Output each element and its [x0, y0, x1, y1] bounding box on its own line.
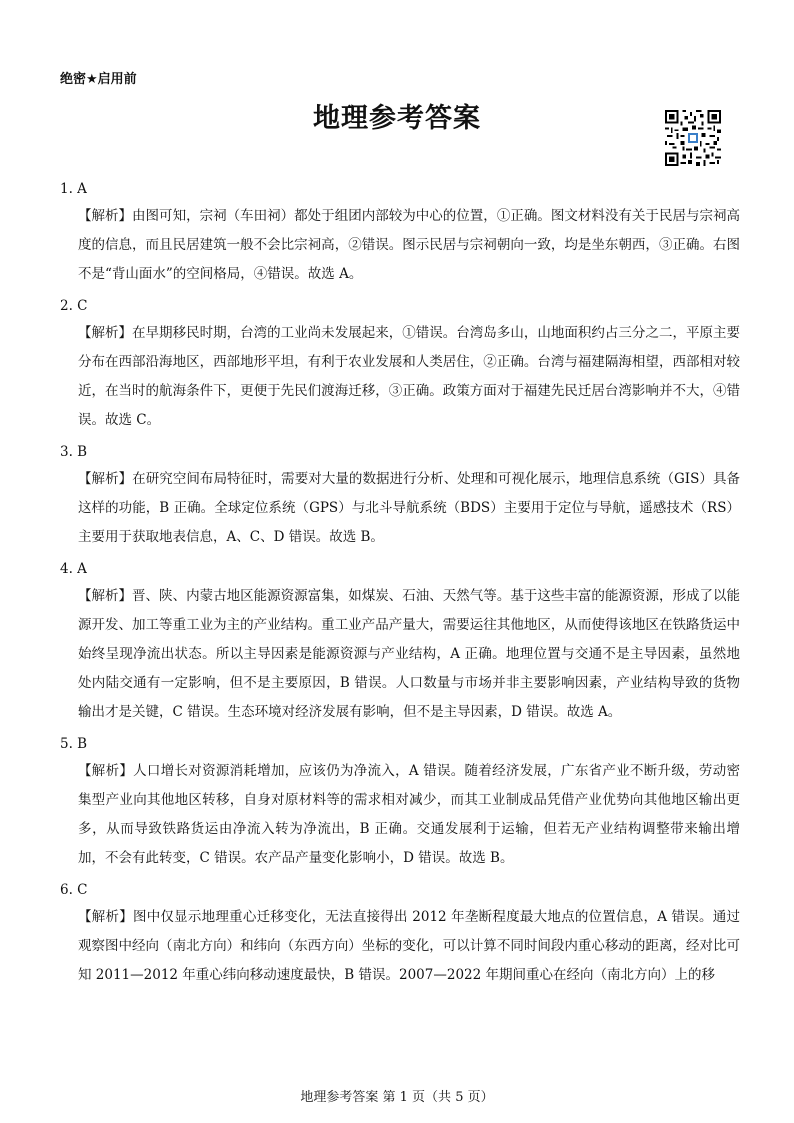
- question-number: 6. C: [60, 882, 88, 898]
- answer-item: [60, 877, 740, 990]
- answer-explanation: 【解析】在研究空间布局特征时，需要对大量的数据进行分析、处理和可视化展示，地理信息系统（GIS）具备这样的功能，B 正确。全球定位系统（GPS）与北斗导航系统（BDS）主要用于定位与导航，遥感技术（RS）主要用于获取地表信息，A、C、D 错误。故选 B。: [78, 471, 740, 545]
- secret-label: 绝密★启用前: [60, 72, 137, 87]
- question-number: 5. B: [60, 736, 88, 752]
- answer-item: [60, 439, 740, 552]
- question-number: 1. A: [60, 181, 87, 197]
- answer-explanation: 【解析】由图可知，宗祠（车田祠）都处于组团内部较为中心的位置，①正确。图文材料没有关于民居与宗祠高度的信息，而且民居建筑一般不会比宗祠高，②错误。图示民居与宗祠朝向一致，均是坐东朝西，③正确。右图不是“背山面水”的空间格局，④错误。故选 A。: [78, 208, 740, 282]
- answer-item: [60, 556, 740, 727]
- question-number: 3. B: [60, 444, 88, 460]
- answer-item: [60, 176, 740, 289]
- question-number: 2. C: [60, 298, 88, 314]
- qr-code-icon: [665, 110, 721, 166]
- answer-explanation: 【解析】在早期移民时期，台湾的工业尚未发展起来，①错误。台湾岛多山，山地面积约占三分之二，平原主要分布在西部沿海地区，西部地形平坦，有利于农业发展和人类居住，②正确。台湾与福建隔海相望，西部相对较近，在当时的航海条件下，更便于先民们渡海迁移，③正确。政策方面对于福建先民迁居台湾影响并不大，④错误。故选 C。: [78, 325, 740, 428]
- answer-item: [60, 293, 740, 435]
- question-number: 4. A: [60, 561, 87, 577]
- answer-explanation: 【解析】图中仅显示地理重心迁移变化，无法直接得出 2012 年垄断程度最大地点的位置信息，A 错误。通过观察图中经向（南北方向）和纬向（东西方向）坐标的变化，可以计算不同时间段内重心移动的距离，经对比可知 2011—2012 年重心纬向移动速度最快，B 错误。2007—2022 年期间重心在经向（南北方向）上的移: [78, 909, 740, 983]
- answer-explanation: 【解析】人口增长对资源消耗增加，应该仍为净流入，A 错误。随着经济发展，广东省产业不断升级，劳动密集型产业向其他地区转移，自身对原材料等的需求相对减少，而其工业制成品凭借产业优势向其他地区输出更多，从而导致铁路货运由净流入转为净流出，B 正确。交通发展利于运输，但若无产业结构调整带来输出增加，不会有此转变，C 错误。农产品产量变化影响小，D 错误。故选 B。: [78, 763, 740, 866]
- page-title: 地理参考答案: [313, 103, 481, 134]
- answer-explanation: 【解析】晋、陕、内蒙古地区能源资源富集，如煤炭、石油、天然气等。基于这些丰富的能源资源，形成了以能源开发、加工等重工业为主的产业结构。重工业产品产量大，需要运往其他地区，从而使得该地区在铁路货运中始终呈现净流出状态。所以主导因素是能源资源与产业结构，A 正确。地理位置与交通不是主导因素，虽然地处内陆交通有一定影响，但不是主要原因，B 错误。人口数量与市场并非主要影响因素，产业结构导致的货物输出才是关键，C 错误。生态环境对经济发展有影响，但不是主导因素，D 错误。故选 A。: [78, 588, 740, 720]
- page-footer: 地理参考答案 第 1 页（共 5 页）: [300, 1090, 494, 1105]
- answer-item: [60, 731, 740, 873]
- answer-list: [60, 172, 740, 990]
